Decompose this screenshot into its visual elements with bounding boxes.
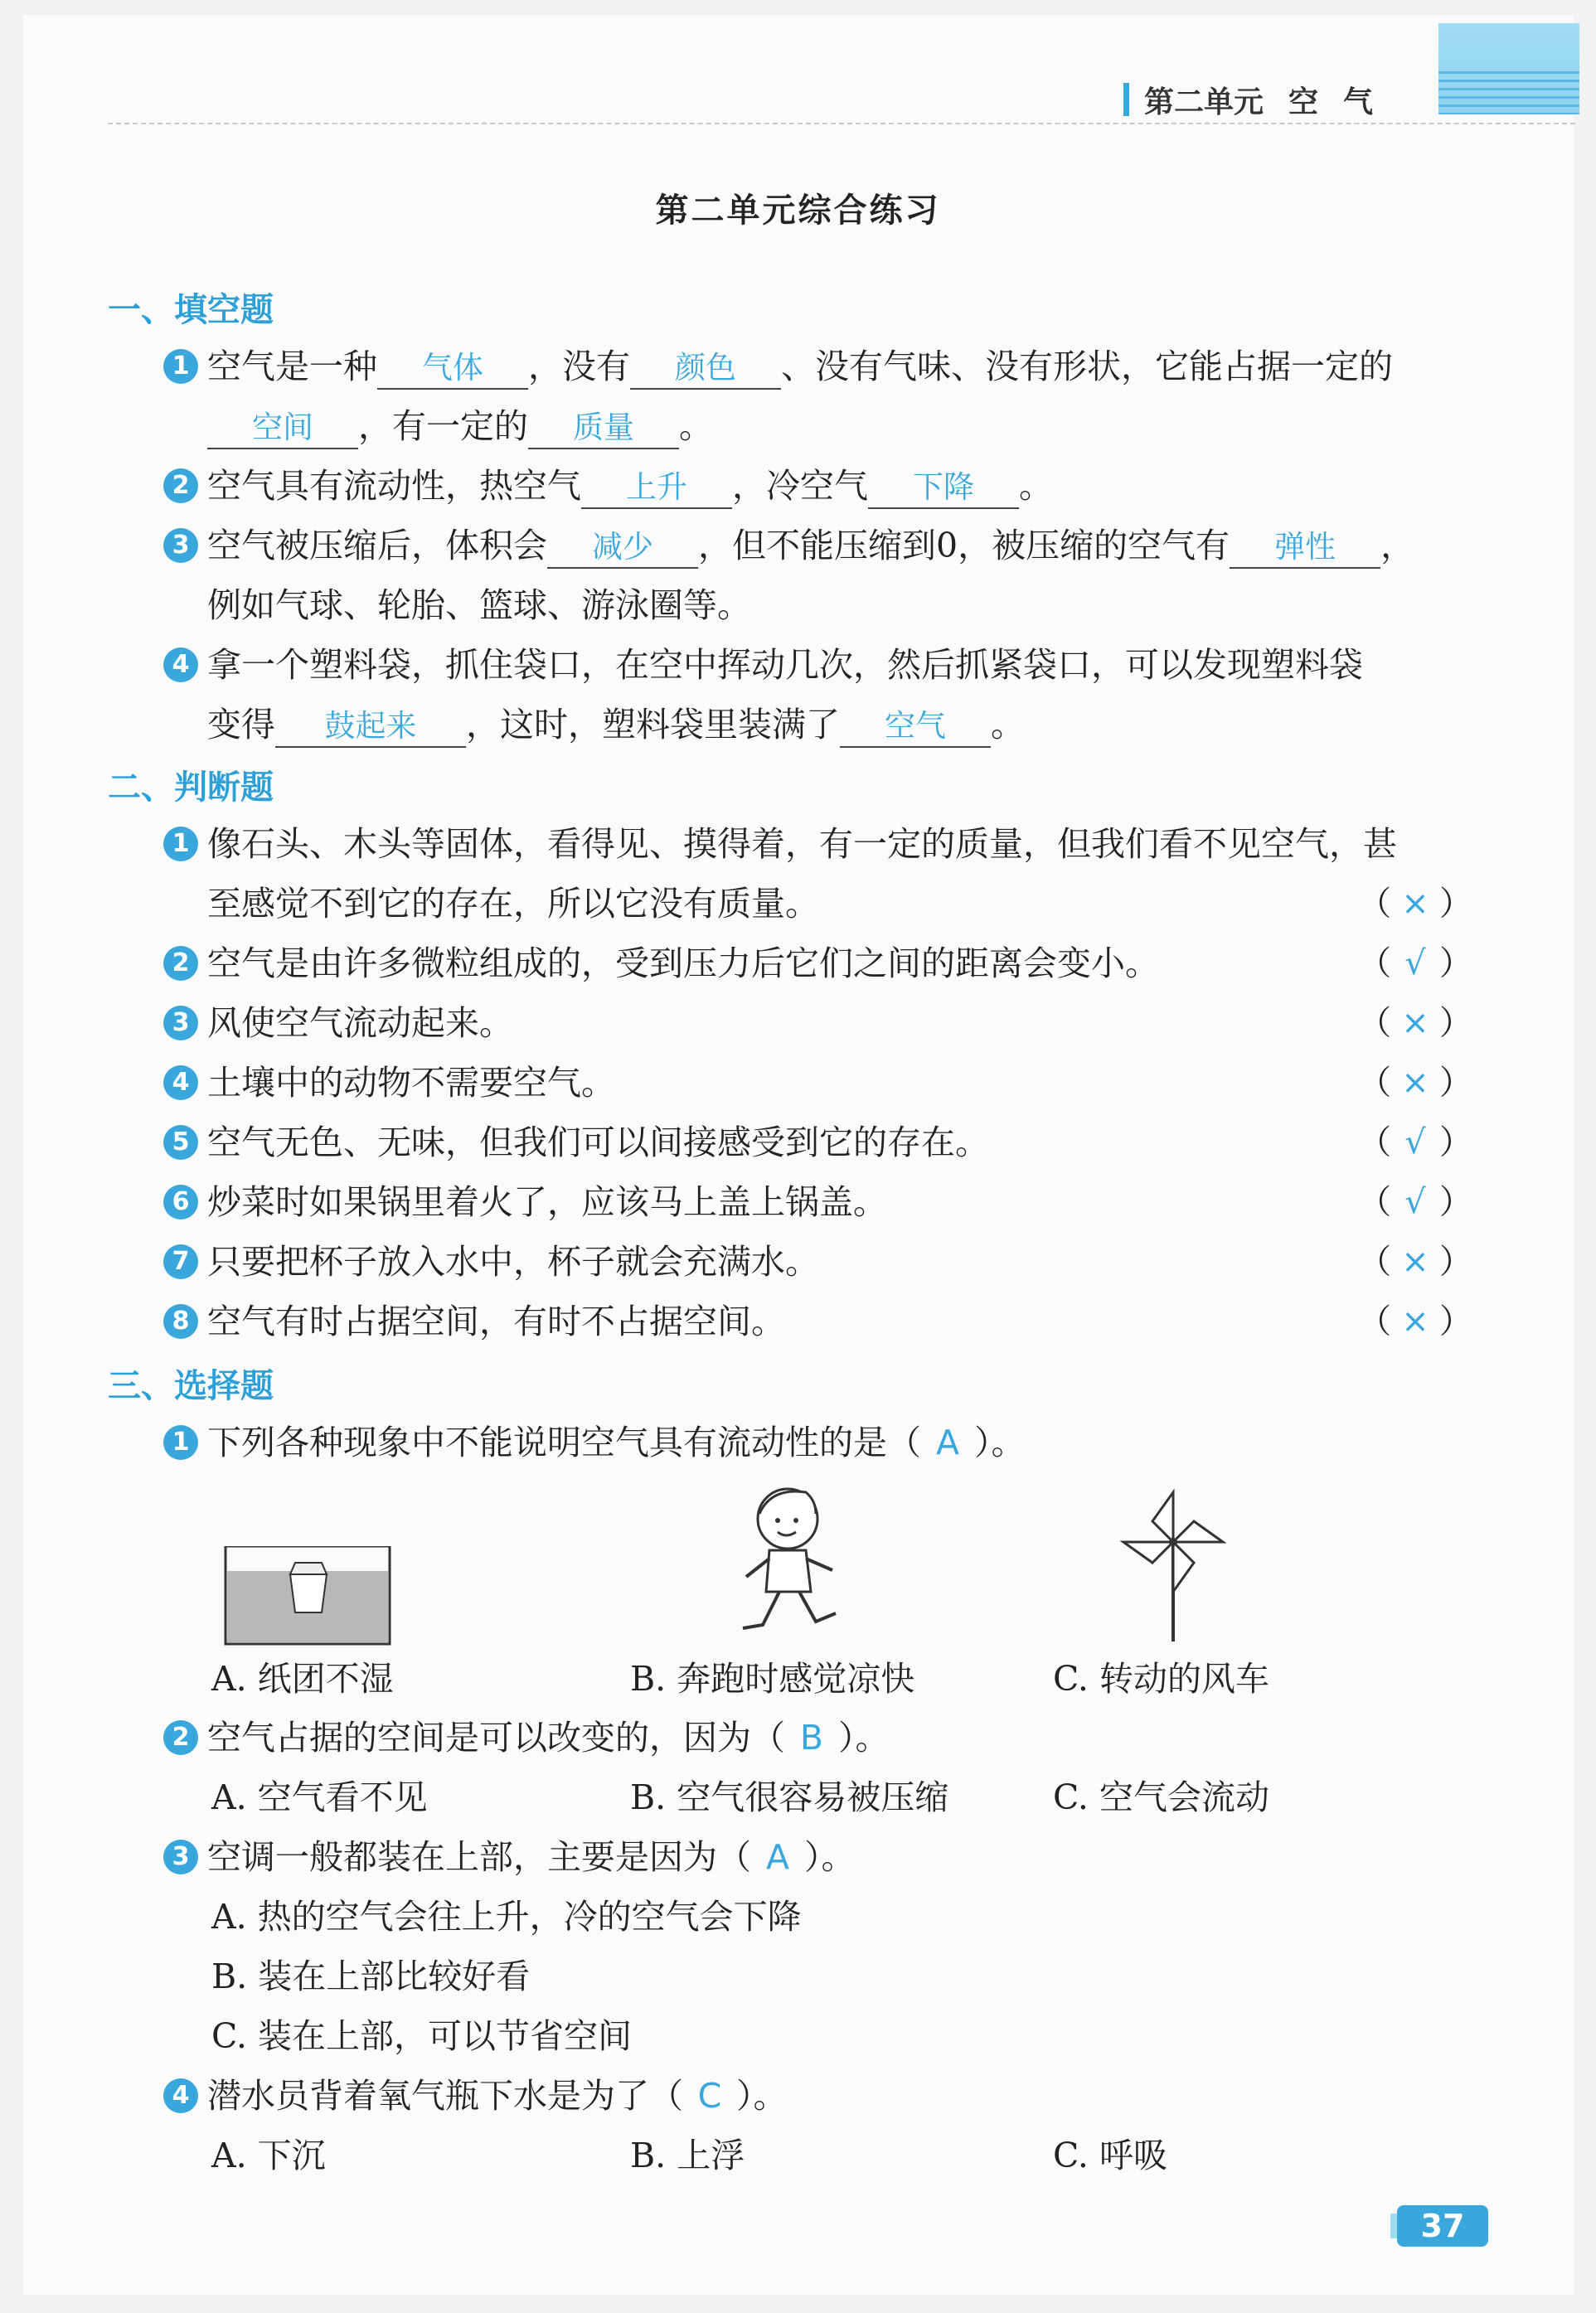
answer-blank: 上升 <box>581 468 732 509</box>
answer-blank: 减少 <box>547 527 698 569</box>
choice-option: B. 奔跑时感觉凉快 <box>630 1659 915 1699</box>
choice-option: B. 上浮 <box>630 2136 745 2175</box>
judge-q5: 空气无色、无味，但我们可以间接感受到它的存在。 <box>207 1123 989 1162</box>
fill-q4-line2: 变得 鼓起来 ，这时，塑料袋里装满了 空气 。 <box>207 701 1025 748</box>
unit-header <box>1123 76 1373 123</box>
question-number: 4 <box>163 1065 198 1100</box>
judge-answer: （ × ） <box>1358 885 1472 923</box>
pinwheel-illustration <box>1119 1488 1227 1641</box>
section-fill-blank-heading: 一、填空题 <box>108 291 274 329</box>
answer-blank: 空气 <box>840 706 991 748</box>
choice-option: B. 装在上部比较好看 <box>211 1957 531 1996</box>
judge-answer: （ × ） <box>1358 1243 1472 1281</box>
question-number: 3 <box>163 528 198 563</box>
judge-q6: 炒菜时如果锅里着火了，应该马上盖上锅盖。 <box>207 1182 887 1222</box>
question-number: 8 <box>163 1304 198 1339</box>
judge-q2: 空气是由许多微粒组成的，受到压力后它们之间的距离会变小。 <box>207 943 1159 983</box>
question-number: 2 <box>163 1720 198 1755</box>
answer-blank: 质量 <box>528 408 679 449</box>
fill-q3-line2: 例如气球、轮胎、篮球、游泳圈等。 <box>207 585 751 625</box>
page-title: 第二单元综合练习 <box>655 192 941 230</box>
answer-blank: 气体 <box>377 348 528 390</box>
judge-q7: 只要把杯子放入水中，杯子就会充满水。 <box>207 1242 819 1282</box>
unit-label: 第二单元 <box>1144 85 1264 119</box>
question-number: 5 <box>163 1125 198 1160</box>
choice-option: C. 呼吸 <box>1053 2136 1167 2175</box>
fill-q1-line1: 空气是一种 气体 ，没有 颜色 、没有气味、没有形状，它能占据一定的 <box>207 343 1393 390</box>
header-decoration <box>1438 23 1579 114</box>
beaker-with-paper-illustration <box>224 1546 391 1646</box>
choice-answer: A <box>935 1423 960 1462</box>
answer-blank: 下降 <box>868 468 1019 509</box>
question-number: 2 <box>163 468 198 503</box>
fill-q1-line2: 空间 ，有一定的 质量 。 <box>207 403 713 449</box>
fill-q3-line1: 空气被压缩后，体积会 减少 ，但不能压缩到0，被压缩的空气有 弹性 ， <box>207 522 1414 569</box>
choice-option: A. 空气看不见 <box>211 1777 428 1817</box>
question-number: 2 <box>163 946 198 981</box>
header-divider <box>108 123 1575 124</box>
judge-answer: （ √ ） <box>1358 1183 1472 1221</box>
choice-option: A. 热的空气会往上升，冷的空气会下降 <box>211 1897 802 1937</box>
choice-option: C. 转动的风车 <box>1053 1659 1269 1699</box>
judge-q8: 空气有时占据空间，有时不占据空间。 <box>207 1302 785 1341</box>
choice-answer: A <box>765 1837 790 1877</box>
choice-answer: B <box>799 1718 824 1758</box>
choice-option: A. 下沉 <box>211 2136 326 2175</box>
answer-blank: 空间 <box>207 408 358 449</box>
choice-option: C. 装在上部，可以节省空间 <box>211 2016 632 2056</box>
judge-answer: （ √ ） <box>1358 1123 1472 1161</box>
question-number: 6 <box>163 1185 198 1220</box>
judge-q1-line1: 像石头、木头等固体，看得见、摸得着，有一定的质量，但我们看不见空气，甚 <box>207 824 1397 864</box>
judge-q1-line2: 至感觉不到它的存在，所以它没有质量。 <box>207 884 819 924</box>
choice-q1-stem: 下列各种现象中不能说明空气具有流动性的是（ A ）。 <box>207 1419 1026 1466</box>
section-multiple-choice-heading: 三、选择题 <box>108 1367 274 1405</box>
choice-q2-stem: 空气占据的空间是可以改变的，因为（ B ）。 <box>207 1714 890 1761</box>
topic-char-2: 气 <box>1343 85 1374 119</box>
topic-char-1: 空 <box>1288 85 1319 119</box>
choice-option: B. 空气很容易被压缩 <box>630 1777 949 1817</box>
judge-answer: （ × ） <box>1358 1004 1472 1042</box>
judge-answer: （ √ ） <box>1358 944 1472 982</box>
choice-option: A. 纸团不湿 <box>211 1659 394 1699</box>
page-number: 37 <box>1397 2205 1488 2247</box>
answer-blank: 颜色 <box>630 348 781 390</box>
fill-q2-line: 空气具有流动性，热空气 上升 ，冷空气 下降 。 <box>207 463 1053 509</box>
question-number: 1 <box>163 1425 198 1460</box>
choice-q3-stem: 空调一般都装在上部，主要是因为（ A ）。 <box>207 1834 856 1880</box>
section-true-false-heading: 二、判断题 <box>108 769 274 807</box>
running-boy-illustration <box>730 1484 846 1650</box>
choice-q4-stem: 潜水员背着氧气瓶下水是为了（ C ）。 <box>207 2073 788 2119</box>
question-number: 4 <box>163 2078 198 2113</box>
judge-answer: （ × ） <box>1358 1064 1472 1102</box>
question-number: 3 <box>163 1840 198 1874</box>
judge-q3: 风使空气流动起来。 <box>207 1003 513 1043</box>
question-number: 1 <box>163 349 198 384</box>
answer-blank: 鼓起来 <box>275 706 466 748</box>
choice-option: C. 空气会流动 <box>1053 1777 1269 1817</box>
judge-answer: （ × ） <box>1358 1302 1472 1341</box>
question-number: 4 <box>163 647 198 682</box>
question-number: 3 <box>163 1006 198 1040</box>
answer-blank: 弹性 <box>1230 527 1380 569</box>
judge-q4: 土壤中的动物不需要空气。 <box>207 1063 615 1103</box>
question-number: 7 <box>163 1244 198 1279</box>
choice-answer: C <box>697 2076 722 2116</box>
fill-q4-line1: 拿一个塑料袋，抓住袋口，在空中挥动几次，然后抓紧袋口，可以发现塑料袋 <box>207 645 1363 685</box>
question-number: 1 <box>163 827 198 861</box>
